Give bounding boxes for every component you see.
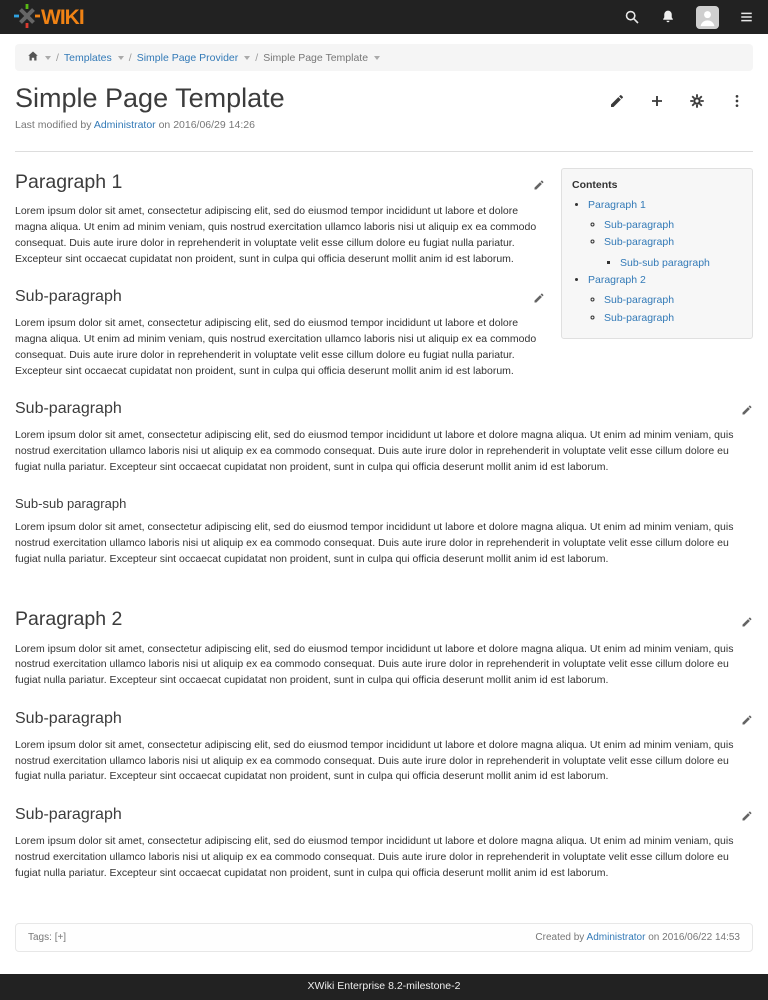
toc-link-sub-paragraph[interactable]: Sub-paragraph <box>604 294 675 307</box>
page-actions-toolbar <box>609 83 753 109</box>
toc-item <box>604 234 742 272</box>
edit-page-button[interactable] <box>609 93 625 109</box>
toc-link-paragraph-2[interactable]: Paragraph 2 <box>588 274 646 287</box>
last-modified-line: Last modified by Administrator on 2016/06/29 14:26 <box>15 119 255 132</box>
section-heading: Sub-paragraph <box>15 285 753 309</box>
section-body: Lorem ipsum dolor sit amet, consectetur adipiscing elit, sed do eiusmod tempor incididunt ut labore et dolore magna aliqua. Ut enim ad minim veniam, quis nostrud exercitation ullamco laboris nisi ut aliquip ex ea commodo consequat. Duis aute irure dolor in reprehenderit in voluptate velit esse cillum dolore eu fugiat nulla pariatur. Excepteur sint occaecat cupidatat non proident, sunt in culpa qui officia deserunt mollit anim id est laborum. <box>15 835 734 879</box>
breadcrumb-separator: / <box>128 51 132 64</box>
section-heading: Paragraph 2 <box>15 605 753 634</box>
settings-gear-icon[interactable] <box>689 93 705 109</box>
section-edit-pencil-icon[interactable] <box>741 608 753 637</box>
add-tag-button[interactable]: [+] <box>54 932 67 944</box>
breadcrumb-current-page: Simple Page Template <box>263 51 369 64</box>
create-page-button[interactable] <box>649 93 665 109</box>
section-edit-pencil-icon[interactable] <box>741 710 753 734</box>
created-by-user-link[interactable]: Administrator <box>586 932 646 944</box>
section-sub-sub-paragraph <box>15 494 753 568</box>
xwiki-logo-text: WIKI <box>41 5 84 29</box>
toc-item <box>588 197 742 272</box>
breadcrumb <box>15 44 753 71</box>
document-content <box>0 152 768 893</box>
section-heading: Sub-paragraph <box>15 397 753 421</box>
toc-item <box>588 272 742 327</box>
section-paragraph-2 <box>15 605 753 689</box>
toc-link-paragraph-1[interactable]: Paragraph 1 <box>588 198 646 211</box>
section-sub-paragraph-2 <box>15 397 753 475</box>
breadcrumb-caret-icon[interactable] <box>244 56 250 60</box>
toc-item <box>620 255 742 272</box>
section-heading: Sub-paragraph <box>15 803 753 827</box>
section-heading: Sub-sub paragraph <box>15 495 127 511</box>
breadcrumb-home-caret-icon[interactable] <box>45 56 51 60</box>
section-heading: Paragraph 1 <box>15 168 753 197</box>
breadcrumb-caret-icon[interactable] <box>374 56 380 60</box>
user-avatar[interactable] <box>696 6 719 29</box>
toc-link-sub-paragraph[interactable]: Sub-paragraph <box>604 236 675 249</box>
toc-item <box>604 292 742 309</box>
toc-item <box>604 217 742 234</box>
version-footer-bar <box>0 974 768 1000</box>
toc-title: Contents <box>572 179 618 192</box>
section-edit-pencil-icon[interactable] <box>533 171 545 200</box>
toc-link-sub-sub-paragraph[interactable]: Sub-sub paragraph <box>620 256 710 269</box>
section-body: Lorem ipsum dolor sit amet, consectetur adipiscing elit, sed do eiusmod tempor incididunt ut labore et dolore magna aliqua. Ut enim ad minim veniam, quis nostrud exercitation ullamco laboris nisi ut aliquip ex ea commodo consequat. Duis aute irure dolor in reprehenderit in voluptate velit esse cillum dolore eu fugiat nulla pariatur. Excepteur sint occaecat cupidatat non proident, sunt in culpa qui officia deserunt mollit anim id est laborum. <box>15 429 734 473</box>
section-body: Lorem ipsum dolor sit amet, consectetur adipiscing elit, sed do eiusmod tempor incididunt ut labore et dolore magna aliqua. Ut enim ad minim veniam, quis nostrud exercitation ullamco laboris nisi ut aliquip ex ea commodo consequat. Duis aute irure dolor in reprehenderit in voluptate velit esse cillum dolore eu fugiat nulla pariatur. Excepteur sint occaecat cupidatat non proident, sunt in culpa qui officia deserunt mollit anim id est laborum. <box>15 738 734 783</box>
document-footer <box>15 923 753 952</box>
section-edit-pencil-icon[interactable] <box>533 288 545 312</box>
menu-hamburger-icon[interactable] <box>739 10 754 24</box>
breadcrumb-link-simple-page-provider[interactable]: Simple Page Provider <box>136 51 239 64</box>
toc-link-sub-paragraph[interactable]: Sub-paragraph <box>604 219 675 232</box>
table-of-contents-panel <box>561 168 753 339</box>
section-body: Lorem ipsum dolor sit amet, consectetur adipiscing elit, sed do eiusmod tempor incididunt ut labore et dolore magna aliqua. Ut enim ad minim veniam, quis nostrud exercitation ullamco laboris nisi ut aliquip ex ea commodo consequat. Duis aute irure dolor in reprehenderit in voluptate velit esse cillum dolore eu fugiat nulla pariatur. Excepteur sint occaecat cupidatat non proident, sunt in culpa qui officia deserunt mollit anim id est laborum. <box>15 521 734 565</box>
section-body: Lorem ipsum dolor sit amet, consectetur adipiscing elit, sed do eiusmod tempor incididunt ut labore et dolore magna aliqua. Ut enim ad minim veniam, quis nostrud exercitation ullamco laboris nisi ut aliquip ex ea commodo consequat. Duis aute irure dolor in reprehenderit in voluptate velit esse cillum dolore eu fugiat nulla pariatur. Excepteur sint occaecat cupidatat non proident, sunt in culpa qui officia deserunt mollit anim id est laborum. <box>15 317 537 377</box>
top-navbar <box>0 0 768 34</box>
toc-item <box>604 310 742 327</box>
breadcrumb-caret-icon[interactable] <box>118 56 124 60</box>
breadcrumb-home-link[interactable] <box>27 50 39 65</box>
modified-by-user-link[interactable]: Administrator <box>93 119 156 132</box>
section-heading: Sub-paragraph <box>15 707 753 731</box>
page-header <box>0 71 768 131</box>
section-body: Lorem ipsum dolor sit amet, consectetur adipiscing elit, sed do eiusmod tempor incididunt ut labore et dolore magna aliqua. Ut enim ad minim veniam, quis nostrud exercitation ullamco laboris nisi ut aliquip ex ea commodo consequat. Duis aute irure dolor in reprehenderit in voluptate velit esse cillum dolore eu fugiat nulla pariatur. Excepteur sint occaecat cupidatat non proident, sunt in culpa qui officia deserunt mollit anim id est laborum. <box>15 642 734 687</box>
breadcrumb-link-templates[interactable]: Templates <box>63 51 112 64</box>
tags-area <box>28 932 66 943</box>
page-title: Simple Page Template <box>15 83 285 113</box>
section-edit-pencil-icon[interactable] <box>741 400 753 424</box>
search-icon[interactable] <box>624 9 640 25</box>
notifications-bell-icon[interactable] <box>660 9 676 25</box>
created-by-line: Created by Administrator on 2016/06/22 14:53 <box>535 932 740 944</box>
breadcrumb-separator: / <box>56 51 59 64</box>
tags-label: Tags: <box>28 932 52 944</box>
section-body: Lorem ipsum dolor sit amet, consectetur adipiscing elit, sed do eiusmod tempor incididunt ut labore et dolore magna aliqua. Ut enim ad minim veniam, quis nostrud exercitation ullamco laboris nisi ut aliquip ex ea commodo consequat. Duis aute irure dolor in reprehenderit in voluptate velit esse cillum dolore eu fugiat nulla pariatur. Excepteur sint occaecat cupidatat non proident, sunt in culpa qui officia deserunt mollit anim id est laborum. <box>15 205 537 265</box>
toc-link-sub-paragraph[interactable]: Sub-paragraph <box>604 311 675 324</box>
xwiki-logo[interactable] <box>14 3 84 32</box>
section-edit-pencil-icon[interactable] <box>741 806 753 830</box>
breadcrumb-separator: / <box>255 51 259 64</box>
xwiki-logo-x-icon <box>14 3 40 32</box>
section-sub-paragraph-3 <box>15 707 753 785</box>
version-label: XWiki Enterprise 8.2-milestone-2 <box>307 980 461 993</box>
section-sub-paragraph-4 <box>15 803 753 881</box>
more-options-kebab-icon[interactable] <box>729 93 745 109</box>
